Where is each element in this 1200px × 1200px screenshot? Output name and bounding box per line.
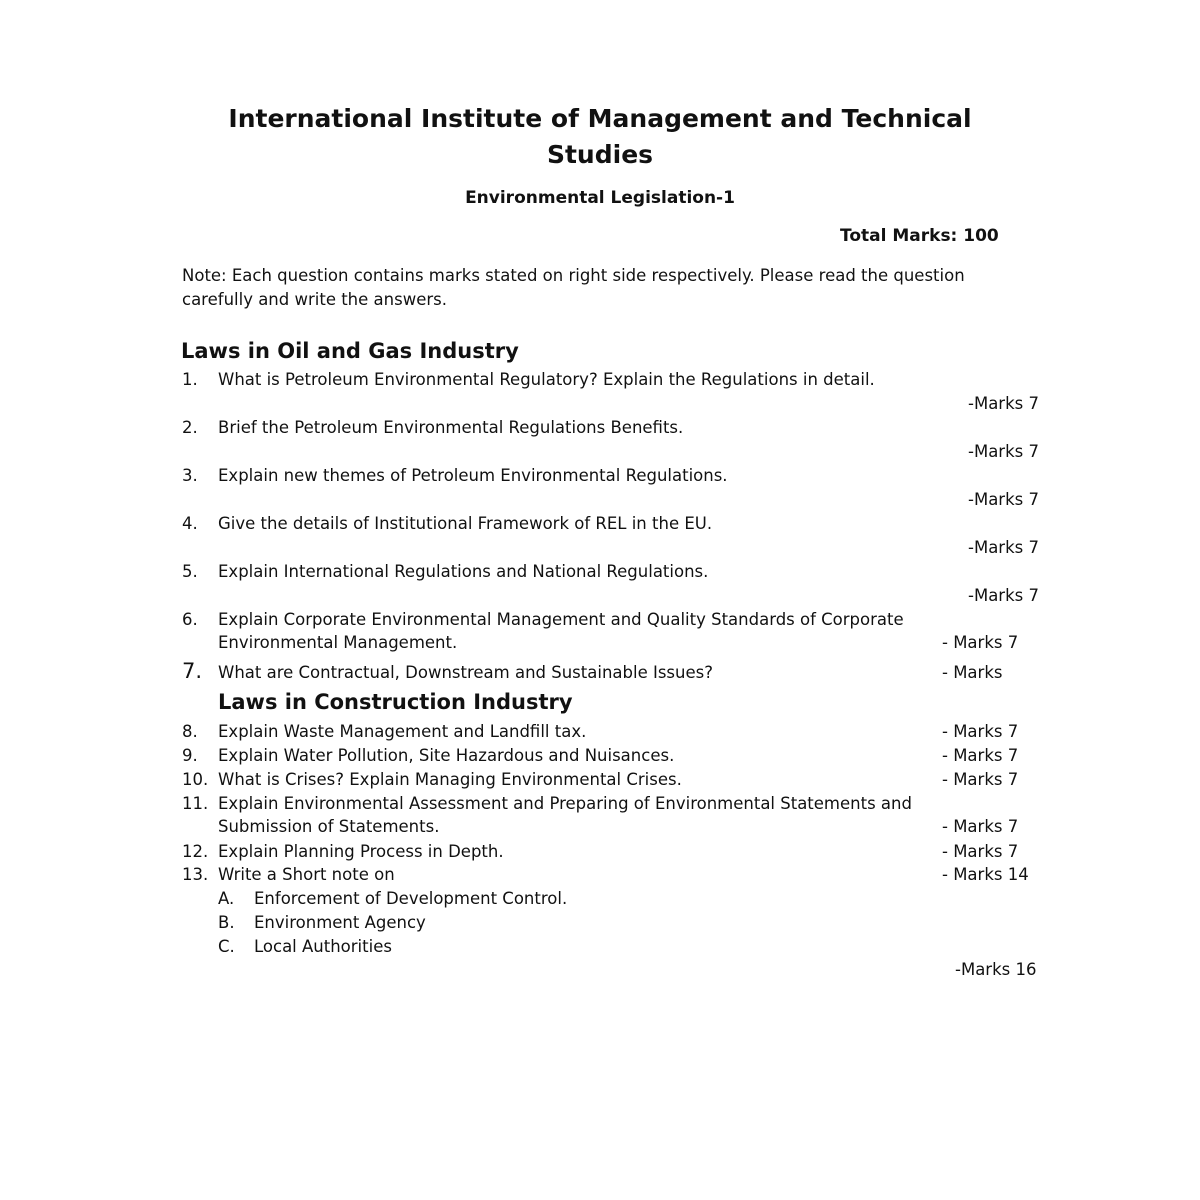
question-text: Explain International Regulations and National Regulations. (218, 562, 709, 581)
question-text: Explain new themes of Petroleum Environmental Regulations. (218, 466, 728, 485)
question-text: Explain Water Pollution, Site Hazardous and Nuisances. (218, 746, 675, 765)
question-number: 4. (182, 514, 198, 533)
question-text-continued: Environmental Management. (218, 633, 458, 652)
subitem-letter: C. (218, 937, 235, 956)
question-marks: - Marks (942, 663, 1003, 682)
document-title: International Institute of Management and Technical Studies (228, 104, 972, 169)
question-text: Brief the Petroleum Environmental Regulations Benefits. (218, 418, 684, 437)
subitem-text: Environment Agency (254, 913, 426, 932)
question-number: 13. (182, 865, 209, 884)
final-marks: -Marks 16 (955, 960, 1037, 979)
question-text: What is Petroleum Environmental Regulatory? Explain the Regulations in detail. (218, 370, 875, 389)
question-text: Give the details of Institutional Framework of REL in the EU. (218, 514, 713, 533)
document-subtitle: Environmental Legislation-1 (465, 188, 735, 208)
question-marks: -Marks 7 (968, 538, 1039, 557)
instructions-note: Note: Each question contains marks stated on right side respectively. Please read the question carefully and write the answers. (182, 266, 965, 309)
question-marks: - Marks 14 (942, 865, 1029, 884)
question-number: 9. (182, 746, 198, 765)
total-marks: Total Marks: 100 (840, 226, 999, 246)
question-marks: -Marks 7 (968, 490, 1039, 509)
question-number: 11. (182, 794, 209, 813)
question-marks: - Marks 7 (942, 633, 1019, 652)
subitem-text: Local Authorities (254, 937, 392, 956)
question-number: 8. (182, 722, 198, 741)
question-marks: - Marks 7 (942, 817, 1019, 836)
section-heading-oil-gas: Laws in Oil and Gas Industry (181, 339, 519, 363)
question-marks: - Marks 7 (942, 842, 1019, 861)
question-text: Write a Short note on (218, 865, 395, 884)
question-marks: -Marks 7 (968, 586, 1039, 605)
question-number: 1. (182, 370, 198, 389)
question-number: 2. (182, 418, 198, 437)
question-text-continued: Submission of Statements. (218, 817, 440, 836)
subitem-text: Enforcement of Development Control. (254, 889, 568, 908)
question-text: What is Crises? Explain Managing Environmental Crises. (218, 770, 682, 789)
question-text: Explain Waste Management and Landfill tax. (218, 722, 587, 741)
question-text: Explain Environmental Assessment and Preparing of Environmental Statements and (218, 794, 912, 813)
question-text: Explain Planning Process in Depth. (218, 842, 504, 861)
question-number: 3. (182, 466, 198, 485)
section-heading-construction: Laws in Construction Industry (218, 690, 573, 714)
question-marks: -Marks 7 (968, 442, 1039, 461)
question-number: 5. (182, 562, 198, 581)
question-number: 10. (182, 770, 209, 789)
question-text: What are Contractual, Downstream and Sustainable Issues? (218, 663, 713, 682)
question-text: Explain Corporate Environmental Management and Quality Standards of Corporate (218, 610, 904, 629)
question-number: 12. (182, 842, 209, 861)
subitem-letter: B. (218, 913, 235, 932)
question-marks: - Marks 7 (942, 722, 1019, 741)
question-marks: - Marks 7 (942, 770, 1019, 789)
question-number: 7. (182, 659, 203, 683)
subitem-letter: A. (218, 889, 235, 908)
question-number: 6. (182, 610, 198, 629)
question-marks: -Marks 7 (968, 394, 1039, 413)
question-marks: - Marks 7 (942, 746, 1019, 765)
